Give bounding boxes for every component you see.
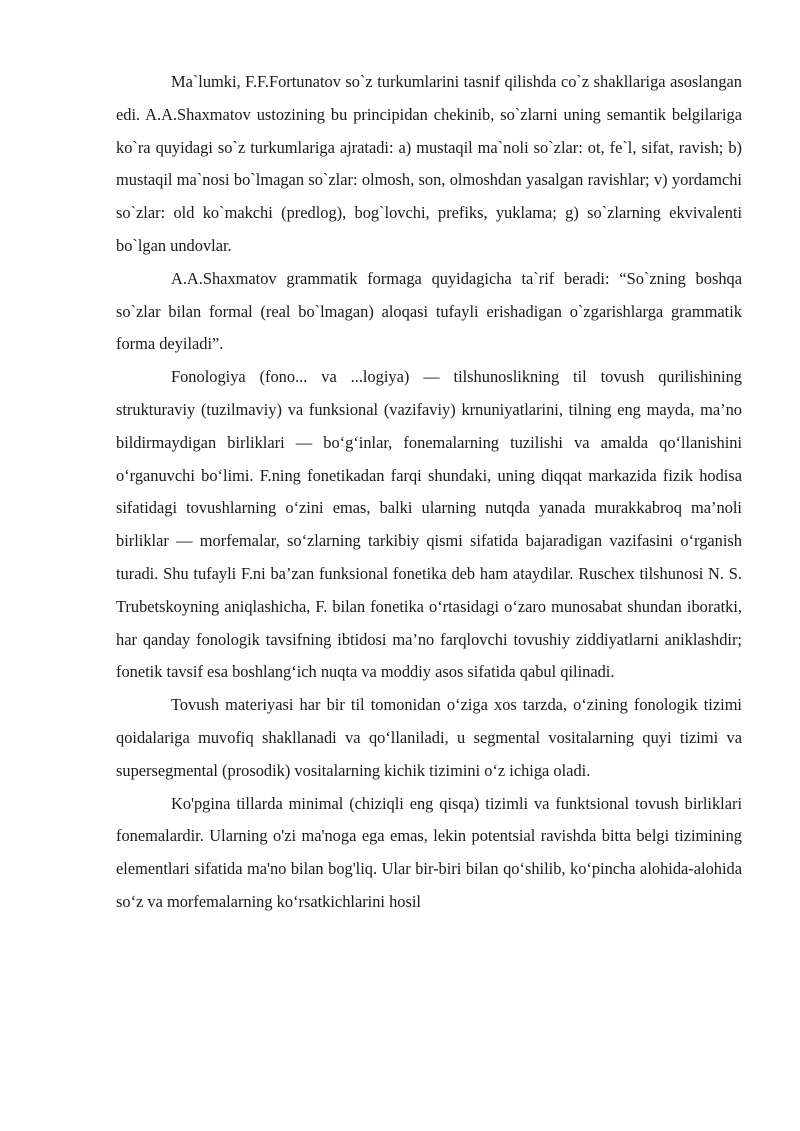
paragraph-phonology: Fonologiya (fono... va ...logiya) — tilshunoslikning til tovush qurilishining strukturaviy (tuzilmaviy) va funksional (vazifaviy) krnuniyatlarini, tilning eng mayda, ma’no bildirmaydigan birliklari — bo‘g‘inlar, fonemalarning tuzilishi va amalda qo‘llanishini o‘rganuvchi bo‘limi. F.ning fonetikadan farqi shundaki, uning diqqat markazida fizik hodisa sifatidagi tovushlarning o‘zini emas, balki ularning nutqda yanada murakkabroq ma’noli birliklar — morfemalar, so‘zlarning tarkibiy qismi sifatida bajaradigan vazifasini o‘rganish turadi. Shu tufayli F.ni ba’zan funksional fonetika deb ham ataydilar. Ruschex tilshunosi N. S. Trubetskoyning aniqlashicha, F. bilan fonetika o‘rtasidagi o‘zaro munosabat shundan iboratki, har qanday fonologik tavsifning ibtidosi ma’no farqlovchi tovushiy ziddiyatlarni aniklashdir; fonetik tavsif esa boshlang‘ich nuqta va moddiy asos sifatida qabul qilinadi. xyxy=(116,367,742,682)
paragraph-grammatical-form: A.A.Shaxmatov grammatik formaga quyidagicha ta`rif beradi: “So`zning boshqa so`zlar bilan formal (real bo`lmagan) aloqasi tufayli erishadigan o`zgarishlarga grammatik forma deyiladi”. xyxy=(116,268,742,354)
paragraph-sound-matter: Tovush materiyasi har bir til tomonidan o‘ziga xos tarzda, o‘zining fonologik tizimi qoidalariga muvofiq shakllanadi va qo‘llaniladi, u segmental vositalarning quyi tizimi va supersegmental (prosodik) vositalarning kichik tizimini o‘z ichiga oladi. xyxy=(116,695,742,780)
document-page xyxy=(116,66,742,919)
paragraph-word-classes: Ma`lumki, F.F.Fortunatov so`z turkumlarini tasnif qilishda co`z shakllariga asoslangan edi. A.A.Shaxmatov ustozining bu principidan chekinib, so`zlarni uning semantik belgilariga ko`ra quyidagi so`z turkumlariga ajratadi: a) mustaqil ma`noli so`zlar: ot, fe`l, sifat, ravish; b) mustaqil ma`nosi bo`lmagan so`zlar: olmosh, son, olmoshdan yasalgan ravishlar; v) yordamchi so`zlar: old ko`makchi (predlog), bog`lovchi, prefiks, yuklama; g) so`zlarning ekvivalenti bo`lgan undovlar. xyxy=(116,72,742,255)
paragraph-phonemes: Ko'pgina tillarda minimal (chiziqli eng qisqa) tizimli va funktsional tovush birliklari fonemalardir. Ularning o'zi ma'noga ega emas, lekin potentsial ravishda bitta belgi tizimining elementlari sifatida ma'no bilan bog'liq. Ular bir-biri bilan qo‘shilib, ko‘pincha alohida-alohida so‘z va morfemalarning ko‘rsatkichlarini hosil xyxy=(116,793,742,911)
